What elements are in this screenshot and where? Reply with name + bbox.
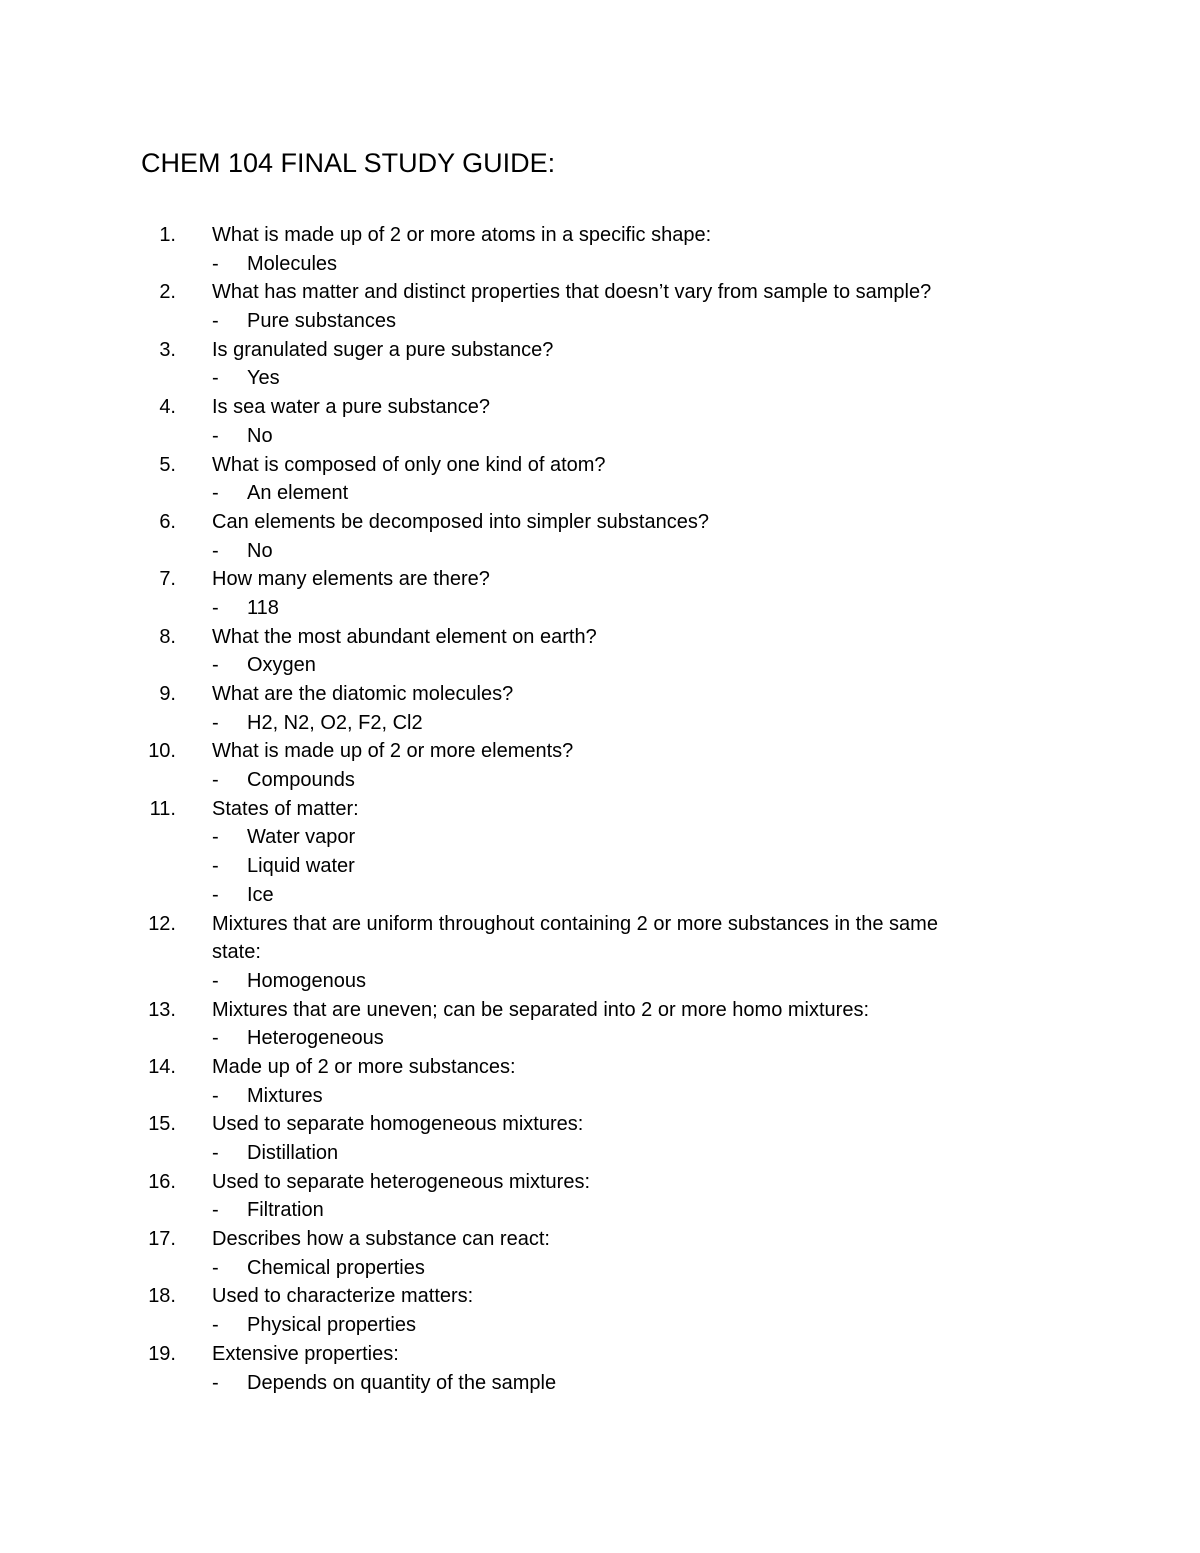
question-text: Used to separate homogeneous mixtures: [212, 1113, 584, 1136]
list-item [0, 508, 1200, 565]
question-line [0, 1168, 1200, 1197]
question-line [0, 393, 1200, 422]
list-item [0, 1053, 1200, 1110]
list-item [0, 278, 1200, 335]
answer-text: Ice [247, 883, 274, 906]
answer-text: Homogenous [247, 969, 366, 992]
list-item [0, 1282, 1200, 1339]
item-number: 19. [148, 1342, 176, 1365]
answer-line [0, 823, 1200, 852]
question-text: What are the diatomic molecules? [212, 683, 514, 705]
answer-line [0, 766, 1200, 795]
question-text: Describes how a substance can react: [212, 1228, 550, 1251]
question-text: Can elements be decomposed into simpler substances? [212, 510, 709, 533]
list-item [0, 1340, 1200, 1397]
list-item [0, 795, 1200, 910]
answer-line [0, 967, 1200, 996]
question-line [0, 1340, 1200, 1369]
answer-text: Water vapor [247, 826, 356, 849]
answer-line [0, 881, 1200, 910]
list-item [0, 1168, 1200, 1225]
list-item [0, 737, 1200, 794]
question-line [0, 938, 1200, 967]
bullet-dash: - [212, 826, 219, 849]
question-line [0, 623, 1200, 652]
item-number: 3. [159, 338, 176, 361]
answer-text: An element [247, 482, 349, 505]
list-item [0, 623, 1200, 680]
answer-text: Yes [247, 367, 280, 390]
bullet-dash: - [212, 1256, 219, 1279]
question-text: Made up of 2 or more substances: [212, 1055, 516, 1078]
item-number: 15. [148, 1113, 176, 1136]
question-text: Extensive properties: [212, 1342, 399, 1365]
item-number: 12. [148, 912, 176, 935]
question-text: States of matter: [212, 797, 359, 820]
item-number: 14. [148, 1055, 176, 1078]
bullet-dash: - [212, 654, 219, 677]
answer-text: No [247, 539, 273, 562]
answer-text: Pure substances [247, 310, 396, 333]
item-number: 18. [148, 1285, 176, 1308]
bullet-dash: - [212, 769, 219, 792]
answer-line [0, 1024, 1200, 1053]
list-item [0, 221, 1200, 278]
question-text: Mixtures that are uniform throughout containing 2 or more substances in the same [212, 912, 938, 935]
bullet-dash: - [212, 252, 219, 275]
answer-text: No [247, 424, 273, 447]
answer-text: Mixtures [247, 1084, 323, 1107]
item-number: 8. [159, 625, 176, 648]
answer-line [0, 1311, 1200, 1340]
answer-line [0, 537, 1200, 566]
answer-text: Distillation [247, 1142, 339, 1164]
item-number: 1. [159, 224, 176, 246]
bullet-dash: - [212, 424, 219, 447]
answer-text: Heterogeneous [247, 1027, 384, 1050]
question-line [0, 278, 1200, 307]
answer-text: Compounds [247, 769, 355, 792]
bullet-dash: - [212, 596, 219, 619]
bullet-dash: - [212, 539, 219, 562]
answer-line [0, 307, 1200, 336]
answer-text: Depends on quantity of the sample [247, 1371, 557, 1394]
question-text: What the most abundant element on earth? [212, 625, 597, 648]
question-line [0, 221, 1200, 250]
question-text: Mixtures that are uneven; can be separated into 2 or more homo mixtures: [212, 998, 870, 1021]
answer-line [0, 1369, 1200, 1398]
bullet-dash: - [212, 855, 219, 878]
question-line [0, 451, 1200, 480]
item-number: 6. [159, 510, 176, 533]
bullet-dash: - [212, 310, 219, 333]
answer-line [0, 651, 1200, 680]
answer-text: H2, N2, O2, F2, Cl2 [247, 711, 423, 734]
bullet-dash: - [212, 1314, 219, 1337]
answer-line [0, 1254, 1200, 1283]
question-line [0, 795, 1200, 824]
question-text: How many elements are there? [212, 568, 490, 591]
question-line [0, 336, 1200, 365]
answer-line [0, 852, 1200, 881]
bullet-dash: - [212, 482, 219, 505]
answer-text: Physical properties [247, 1314, 416, 1337]
item-number: 11. [149, 797, 176, 820]
question-line [0, 565, 1200, 594]
item-number: 9. [159, 683, 176, 705]
answer-line [0, 1139, 1200, 1168]
question-text: What has matter and distinct properties that doesn’t vary from sample to sample? [212, 281, 932, 304]
question-line [0, 508, 1200, 537]
answer-line [0, 594, 1200, 623]
bullet-dash: - [212, 1371, 219, 1394]
answer-text: 118 [247, 596, 279, 619]
question-text: What is made up of 2 or more elements? [212, 740, 574, 763]
item-number: 2. [159, 281, 176, 304]
answer-text: Molecules [247, 252, 338, 275]
answer-text: Oxygen [247, 654, 316, 677]
question-text: state: [212, 941, 261, 964]
list-item [0, 910, 1200, 996]
question-line [0, 1225, 1200, 1254]
list-item [0, 565, 1200, 622]
question-text: Used to characterize matters: [212, 1285, 474, 1308]
answer-line [0, 709, 1200, 738]
list-item [0, 1225, 1200, 1282]
item-number: 10. [148, 740, 176, 763]
bullet-dash: - [212, 1084, 219, 1107]
item-number: 16. [148, 1170, 176, 1193]
answer-text: Liquid water [247, 855, 355, 878]
item-number: 17. [148, 1228, 176, 1251]
list-item [0, 451, 1200, 508]
question-line [0, 996, 1200, 1025]
document-title: CHEM 104 FINAL STUDY GUIDE: [141, 148, 556, 178]
answer-line [0, 250, 1200, 279]
list-item [0, 393, 1200, 450]
answer-text: Chemical properties [247, 1256, 425, 1279]
answer-line [0, 364, 1200, 393]
question-text: What is composed of only one kind of atom? [212, 453, 606, 476]
bullet-dash: - [212, 711, 219, 734]
item-number: 7. [159, 568, 176, 591]
question-text: Used to separate heterogeneous mixtures: [212, 1170, 590, 1193]
answer-line [0, 422, 1200, 451]
question-text: Is granulated suger a pure substance? [212, 338, 554, 361]
list-item [0, 996, 1200, 1053]
bullet-dash: - [212, 969, 219, 992]
item-number: 5. [159, 453, 176, 476]
answer-line [0, 1196, 1200, 1225]
question-line [0, 910, 1200, 939]
bullet-dash: - [212, 1027, 219, 1050]
list-item [0, 1110, 1200, 1167]
item-number: 13. [148, 998, 176, 1021]
bullet-dash: - [212, 1142, 219, 1164]
answer-line [0, 1082, 1200, 1111]
question-line [0, 1110, 1200, 1139]
bullet-dash: - [212, 1199, 219, 1222]
question-line [0, 737, 1200, 766]
question-line [0, 1053, 1200, 1082]
question-text: Is sea water a pure substance? [212, 396, 490, 419]
question-line [0, 680, 1200, 709]
list-item [0, 336, 1200, 393]
answer-line [0, 479, 1200, 508]
list-item [0, 680, 1200, 737]
bullet-dash: - [212, 883, 219, 906]
question-answer-list [0, 221, 1200, 1397]
question-text: What is made up of 2 or more atoms in a specific shape: [212, 224, 712, 246]
bullet-dash: - [212, 367, 219, 390]
item-number: 4. [159, 396, 176, 419]
answer-text: Filtration [247, 1199, 324, 1222]
question-line [0, 1282, 1200, 1311]
